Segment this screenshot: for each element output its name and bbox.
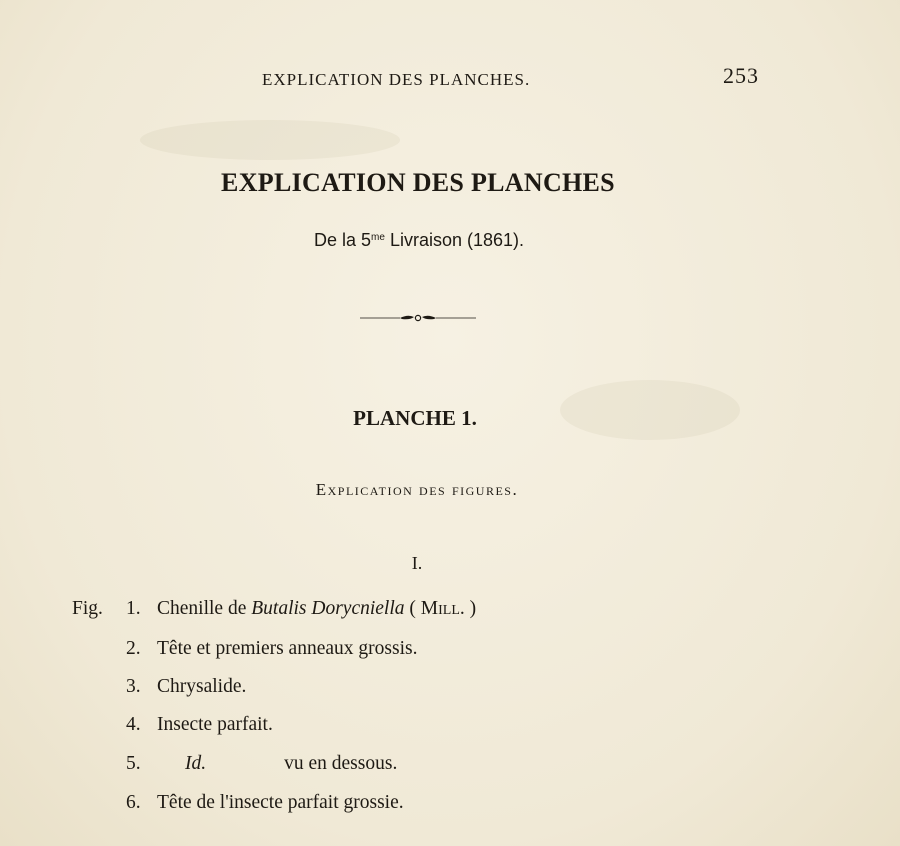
figure-number: 5.: [126, 753, 141, 774]
section-numeral: I.: [411, 553, 423, 573]
figure-number: 2.: [126, 638, 141, 659]
figure-number: 3.: [126, 676, 141, 697]
caption-text: Chenille de: [157, 598, 252, 619]
figure-caption: Chrysalide.: [157, 676, 247, 697]
caption-text: vu en dessous.: [284, 753, 398, 774]
figure-caption: [157, 753, 397, 775]
subtitle-suffix: Livraison (1861).: [384, 230, 525, 250]
paper-stain: [140, 120, 400, 160]
figures-heading: Explication des figures.: [315, 480, 519, 499]
figure-caption: Insecte parfait.: [157, 714, 273, 735]
caption-text: (: [404, 598, 421, 619]
figure-caption: Tête de l'insecte parfait grossie.: [157, 792, 404, 813]
running-head: EXPLICATION DES PLANCHES.: [262, 70, 531, 89]
ornament-divider-icon: [358, 312, 478, 324]
figure-number: 1.: [126, 598, 141, 619]
plate-heading: PLANCHE 1.: [353, 406, 477, 430]
figure-number: 6.: [126, 792, 141, 813]
figure-caption: Tête et premiers anneaux grossis.: [157, 638, 418, 659]
figure-prefix: Fig.: [72, 598, 103, 619]
page-title: EXPLICATION DES PLANCHES: [221, 168, 615, 197]
page-number: 253: [723, 63, 759, 88]
subtitle-superscript: me: [371, 232, 385, 243]
author-name: Mill.: [420, 598, 465, 619]
figure-caption: [157, 598, 476, 620]
ditto-mark: Id.: [185, 753, 207, 774]
subtitle-prefix: De la 5: [313, 230, 372, 250]
species-name: Butalis Dorycniella: [251, 598, 405, 619]
caption-text: ): [464, 598, 477, 619]
subtitle: [0, 230, 838, 251]
figure-number: 4.: [126, 714, 141, 735]
